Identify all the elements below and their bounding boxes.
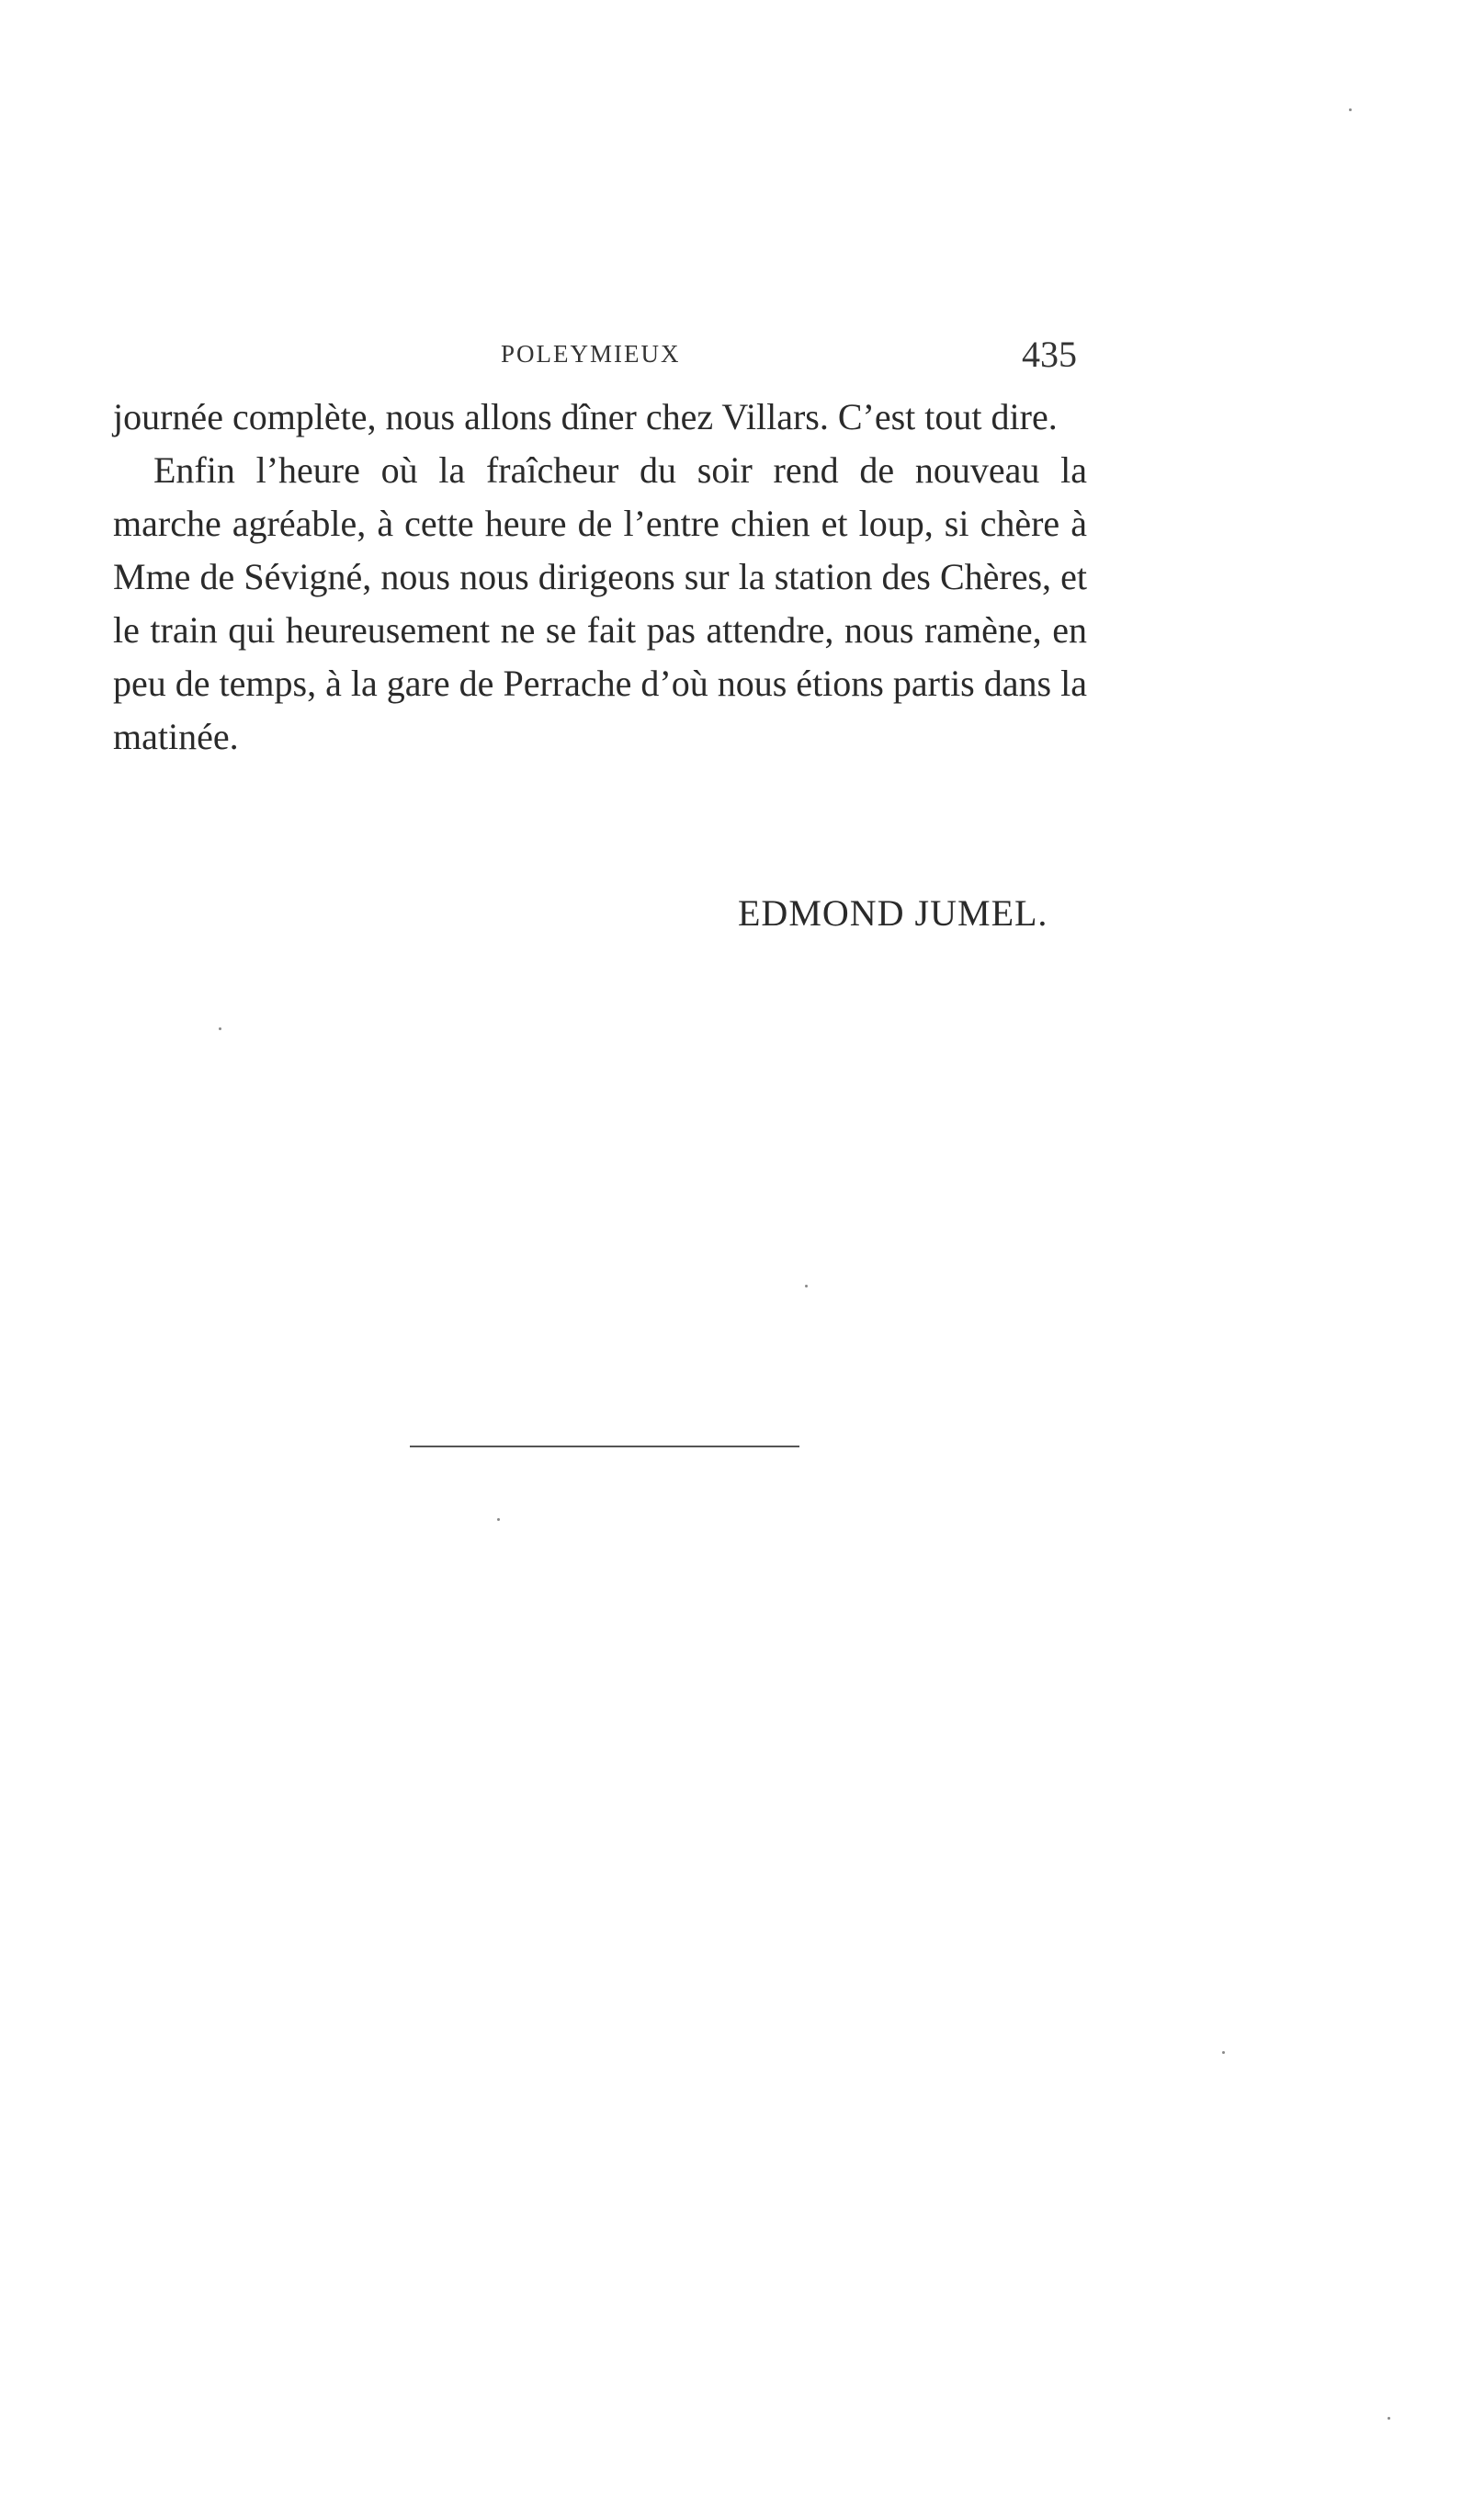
paper-speck xyxy=(1349,108,1352,111)
paper-speck xyxy=(1388,2417,1390,2420)
running-title: POLEYMIEUX xyxy=(501,340,681,368)
running-head xyxy=(0,333,1484,379)
section-divider xyxy=(410,1446,799,1447)
paper-speck xyxy=(1222,2051,1225,2054)
paragraph-closing: Enfin l’heure où la fraîcheur du soir rend de nouveau la marche agréable, à cette heure de l’entre chien et loup, si chère à Mme de Sévigné, nous nous dirigeons sur la station des Chères, et le train qui heureusement ne se fait pas attendre, nous ramène, en peu de temps, à la gare de Perrache d’où nous étions partis dans la matinée. xyxy=(113,449,1087,757)
paper-speck xyxy=(497,1518,500,1521)
paragraph-continuation: journée complète, nous allons dîner chez Villars. C’est tout dire. xyxy=(113,396,1058,437)
body-text xyxy=(113,391,1087,764)
paper-speck xyxy=(219,1027,221,1030)
page-number: 435 xyxy=(1022,334,1077,375)
paper-speck xyxy=(805,1285,808,1287)
author-signature: EDMOND JUMEL. xyxy=(738,892,1048,934)
